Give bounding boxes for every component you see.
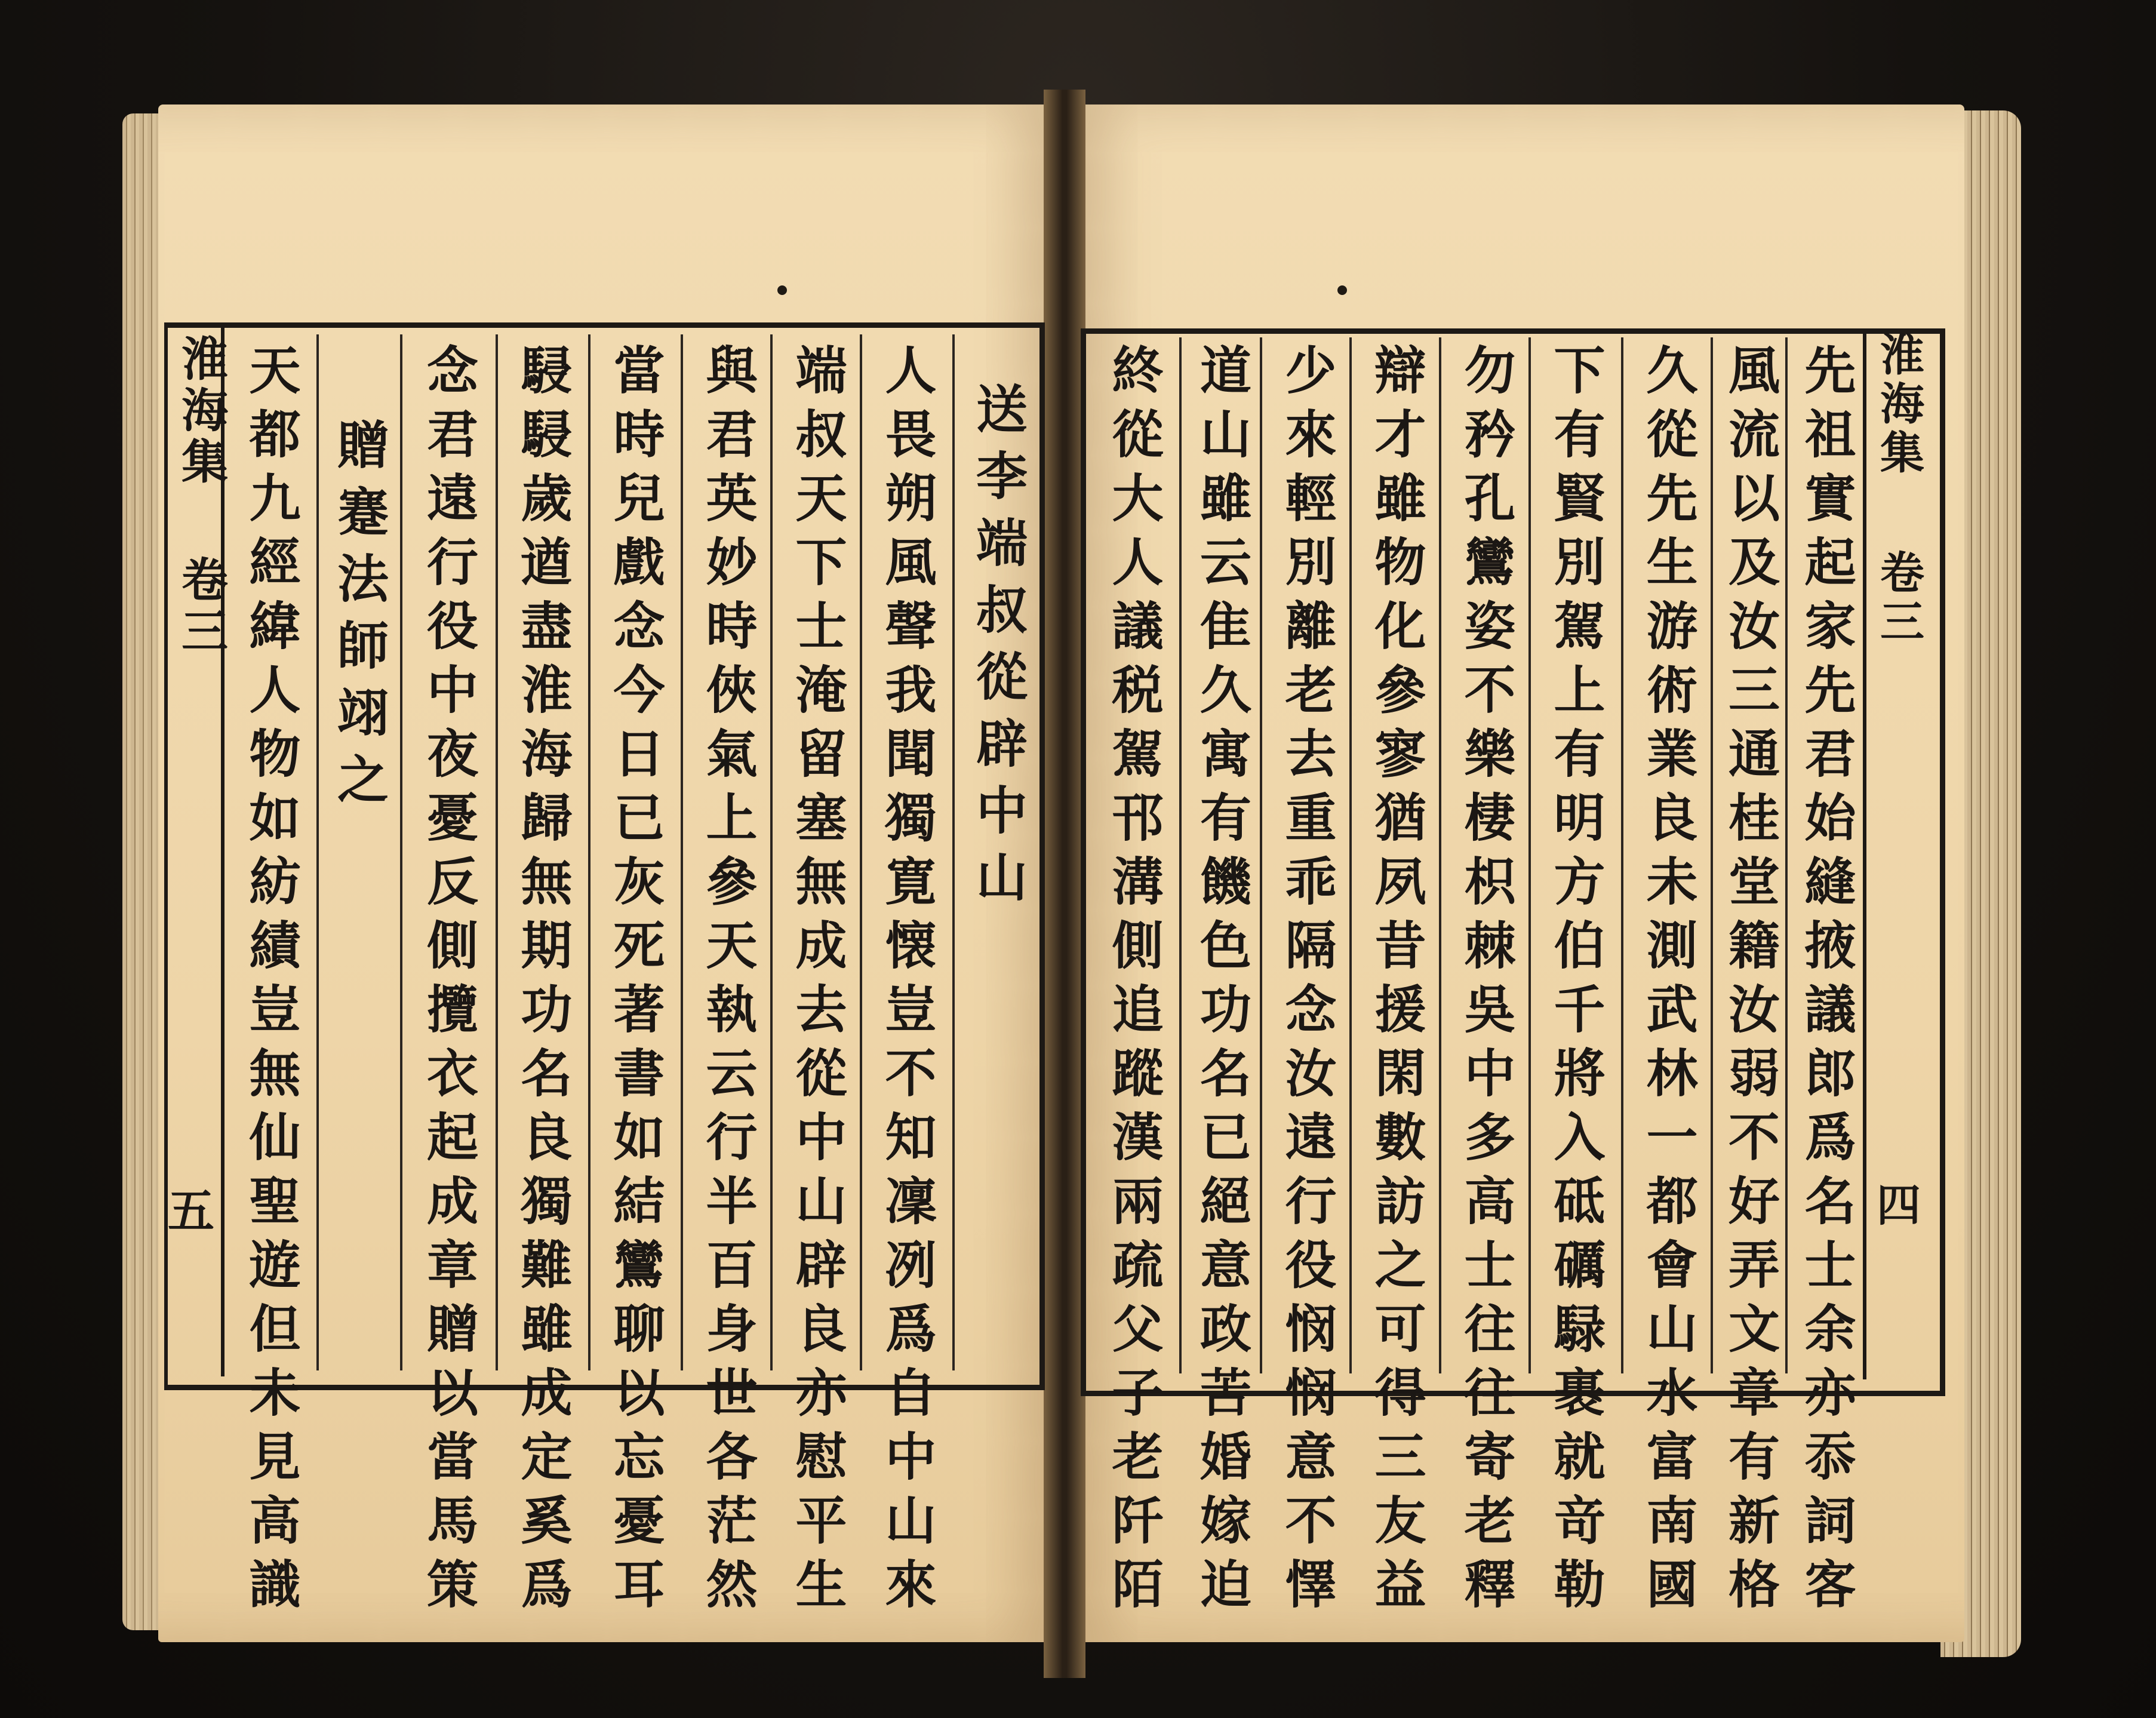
column-rule — [1349, 337, 1352, 1373]
column-rule — [1179, 337, 1182, 1373]
column-text: 道山雖云隹久寓有饑色功名已絕意政苦婚嫁迫 — [1191, 343, 1251, 1621]
text-column — [1182, 343, 1260, 1621]
binding-hole — [1337, 285, 1347, 295]
column-rule — [316, 334, 319, 1370]
left-margin-title — [152, 334, 230, 488]
column-text: 當時兒戲念今日已灰死著書如結鸞聊以忘憂耳 — [604, 343, 665, 1621]
margin-leaf-text: 五 — [167, 1184, 214, 1238]
column-text: 先祖實起家先君始縫掖議郎爲名士余亦忝詞客 — [1795, 343, 1856, 1621]
text-column — [1714, 343, 1785, 1621]
column-text: 勿矜孔鸞姿不樂棲枳棘吳中多高士往往寄老釋 — [1455, 343, 1516, 1621]
text-column — [1788, 343, 1863, 1621]
column-rule — [1260, 337, 1262, 1373]
column-rule — [400, 334, 402, 1370]
column-rule — [588, 334, 590, 1370]
column-rule — [681, 334, 683, 1370]
column-rule — [860, 334, 862, 1370]
book-gutter — [1044, 90, 1085, 1678]
margin-leaf-text: 四 — [1877, 1180, 1921, 1231]
text-column — [1442, 343, 1528, 1621]
text-column — [1352, 343, 1439, 1621]
column-text: 贈蹇法師翊之 — [328, 418, 389, 819]
column-text: 下有賢別駕上有明方伯千將入砥礪騄裹就竒勒 — [1545, 343, 1606, 1621]
column-text: 駸駸歲遒盡淮海歸無期功名良獨難雖成定奚爲 — [512, 343, 573, 1621]
column-text: 人畏朔風聲我聞獨寛懐豈不知凜冽爲自中山來 — [876, 343, 937, 1621]
margin-title-text: 淮海集 — [1873, 331, 1924, 478]
right-margin-volume — [1866, 549, 1932, 647]
column-text: 少來輕別離老去重乖隔念汝遠行役悯悯意不懌 — [1276, 343, 1337, 1621]
text-column — [773, 343, 860, 1621]
margin-volume-text: 卷三 — [174, 555, 228, 658]
text-column — [1263, 343, 1349, 1621]
right-margin-title — [1866, 331, 1932, 478]
column-rule — [770, 334, 773, 1370]
column-rule — [1439, 337, 1441, 1373]
text-column — [1090, 343, 1176, 1621]
binding-hole — [777, 285, 787, 295]
text-column — [863, 343, 949, 1621]
text-column — [1624, 343, 1711, 1621]
column-text: 送李端叔從辟中山 — [967, 382, 1028, 917]
left-margin-leaf — [152, 1184, 230, 1252]
column-text: 念君遠行役中夜憂反側攬衣起成章贈以當馬策 — [418, 343, 478, 1621]
column-rule — [1621, 337, 1623, 1373]
text-column-title — [955, 382, 1039, 917]
column-text: 端叔天下士淹留塞無成去從中山辟良亦慰平生 — [786, 343, 847, 1621]
column-text: 辯才雖物化參寥猶夙昔援閑數訪之可得三友益 — [1365, 343, 1426, 1621]
text-column — [1531, 343, 1618, 1621]
column-rule — [1528, 337, 1531, 1373]
column-rule — [496, 334, 498, 1370]
text-column — [499, 343, 585, 1621]
column-rule — [952, 334, 955, 1370]
left-margin-volume — [152, 555, 230, 658]
column-text: 終從大人議税駕邗溝側追蹤漢兩疏父子老阡陌 — [1103, 343, 1164, 1621]
text-column — [227, 343, 313, 1621]
text-column-title — [319, 418, 397, 819]
column-text: 與君英妙時俠氣上參天執云行半百身世各茫然 — [697, 343, 758, 1621]
text-column — [591, 343, 678, 1621]
column-text: 久從先生游術業良未測武林一都會山水富南國 — [1637, 343, 1698, 1621]
column-text: 風流以及汝三通桂堂籍汝弱不好弄文章有新格 — [1720, 343, 1780, 1621]
margin-volume-text: 卷三 — [1873, 549, 1924, 647]
text-column — [403, 343, 493, 1621]
text-column — [684, 343, 770, 1621]
margin-title-text: 淮海集 — [174, 334, 228, 488]
column-text: 天都九經緯人物如紡績豈無仙聖遊但未見高識 — [240, 343, 301, 1621]
right-margin-leaf — [1866, 1170, 1932, 1234]
